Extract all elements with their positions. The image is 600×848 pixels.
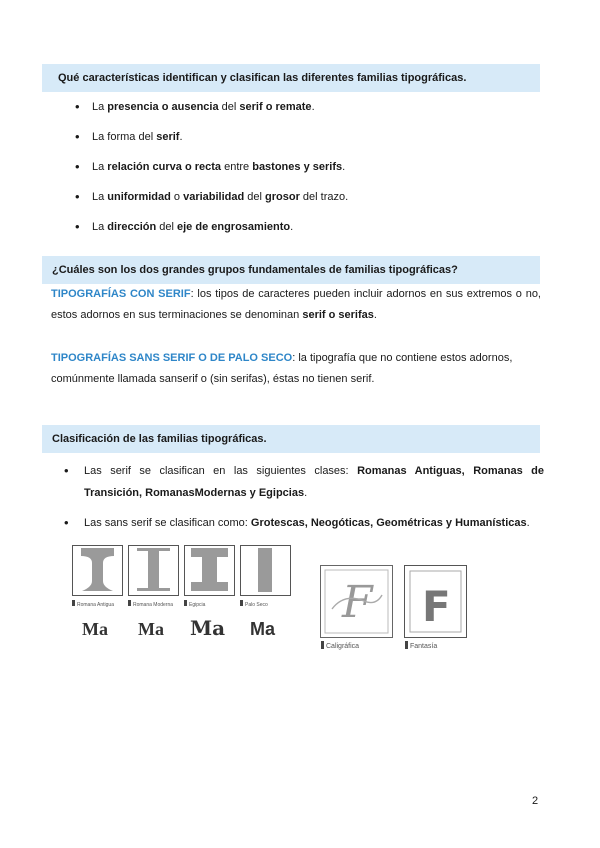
typeface-classification-figure: [70, 545, 295, 645]
list-item: • La presencia o ausencia del serif o remate.: [60, 95, 348, 125]
list-item: • La forma del serif.: [60, 125, 348, 155]
box-label: Romana Antigua: [77, 602, 114, 608]
calligraphic-label: Caligráfica: [326, 643, 360, 650]
page-number: 2: [532, 795, 539, 807]
section2-heading: ¿Cuáles son los dos grandes grupos fundamentales de familias tipográficas?: [42, 256, 540, 284]
box-label: Romana Moderna: [133, 602, 174, 608]
list-item: • Las sans serif se clasifican como: Grotescas, Neogóticas, Geométricas y Humanísticas.: [60, 512, 544, 534]
list-item: • Las serif se clasifican en las siguientes clases: Romanas Antiguas, Romanas de Transición, RomanasModernas y Egipcias.: [60, 460, 544, 504]
calligraphic-letter: F: [342, 577, 373, 628]
section1-heading: Qué características identifican y clasifican las diferentes familias tipográficas.: [42, 64, 540, 92]
box-label: Palo Seco: [245, 602, 268, 608]
sans-serif-term: TIPOGRAFÍAS SANS SERIF O DE PALO SECO: [51, 352, 293, 364]
serif-term: TIPOGRAFÍAS CON SERIF: [51, 288, 191, 300]
serif-paragraph: TIPOGRAFÍAS CON SERIF: los tipos de caracteres pueden incluir adornos en sus extremos o no, estos adornos en sus terminaciones se denominan serif o serifas.: [51, 288, 541, 321]
fantasy-letter: F: [422, 582, 451, 631]
caligrafica-box: [321, 566, 393, 651]
romana-moderna-box: [128, 546, 179, 640]
fantasy-label: Fantasía: [410, 643, 438, 650]
sample-text: Ma: [250, 619, 276, 639]
palo-seco-box: [240, 546, 291, 640]
list-item: • La relación curva o recta entre bastones y serifs.: [60, 155, 348, 185]
sans-serif-paragraph: TIPOGRAFÍAS SANS SERIF O DE PALO SECO: la tipografía que no contiene estos adornos, comúnmente llamada sanserif o (sin serifas), éstas no tienen serif.: [51, 352, 513, 385]
box-label: Egipcia: [189, 602, 206, 608]
decorative-typefaces-figure: [318, 563, 468, 653]
fantasia-box: [405, 566, 467, 651]
list-item: • La uniformidad o variabilidad del grosor del trazo.: [60, 185, 348, 215]
list-item: • La dirección del eje de engrosamiento.: [60, 215, 348, 245]
sample-text: Ma: [82, 619, 108, 639]
sample-text: Ma: [138, 619, 164, 639]
characteristics-list: [60, 95, 348, 245]
classification-list: [60, 460, 544, 534]
section3-heading: Clasificación de las familias tipográficas.: [42, 425, 540, 453]
egipcia-box: [184, 546, 235, 641]
sample-text: Ma: [190, 616, 226, 640]
romana-antigua-box: [72, 546, 123, 640]
